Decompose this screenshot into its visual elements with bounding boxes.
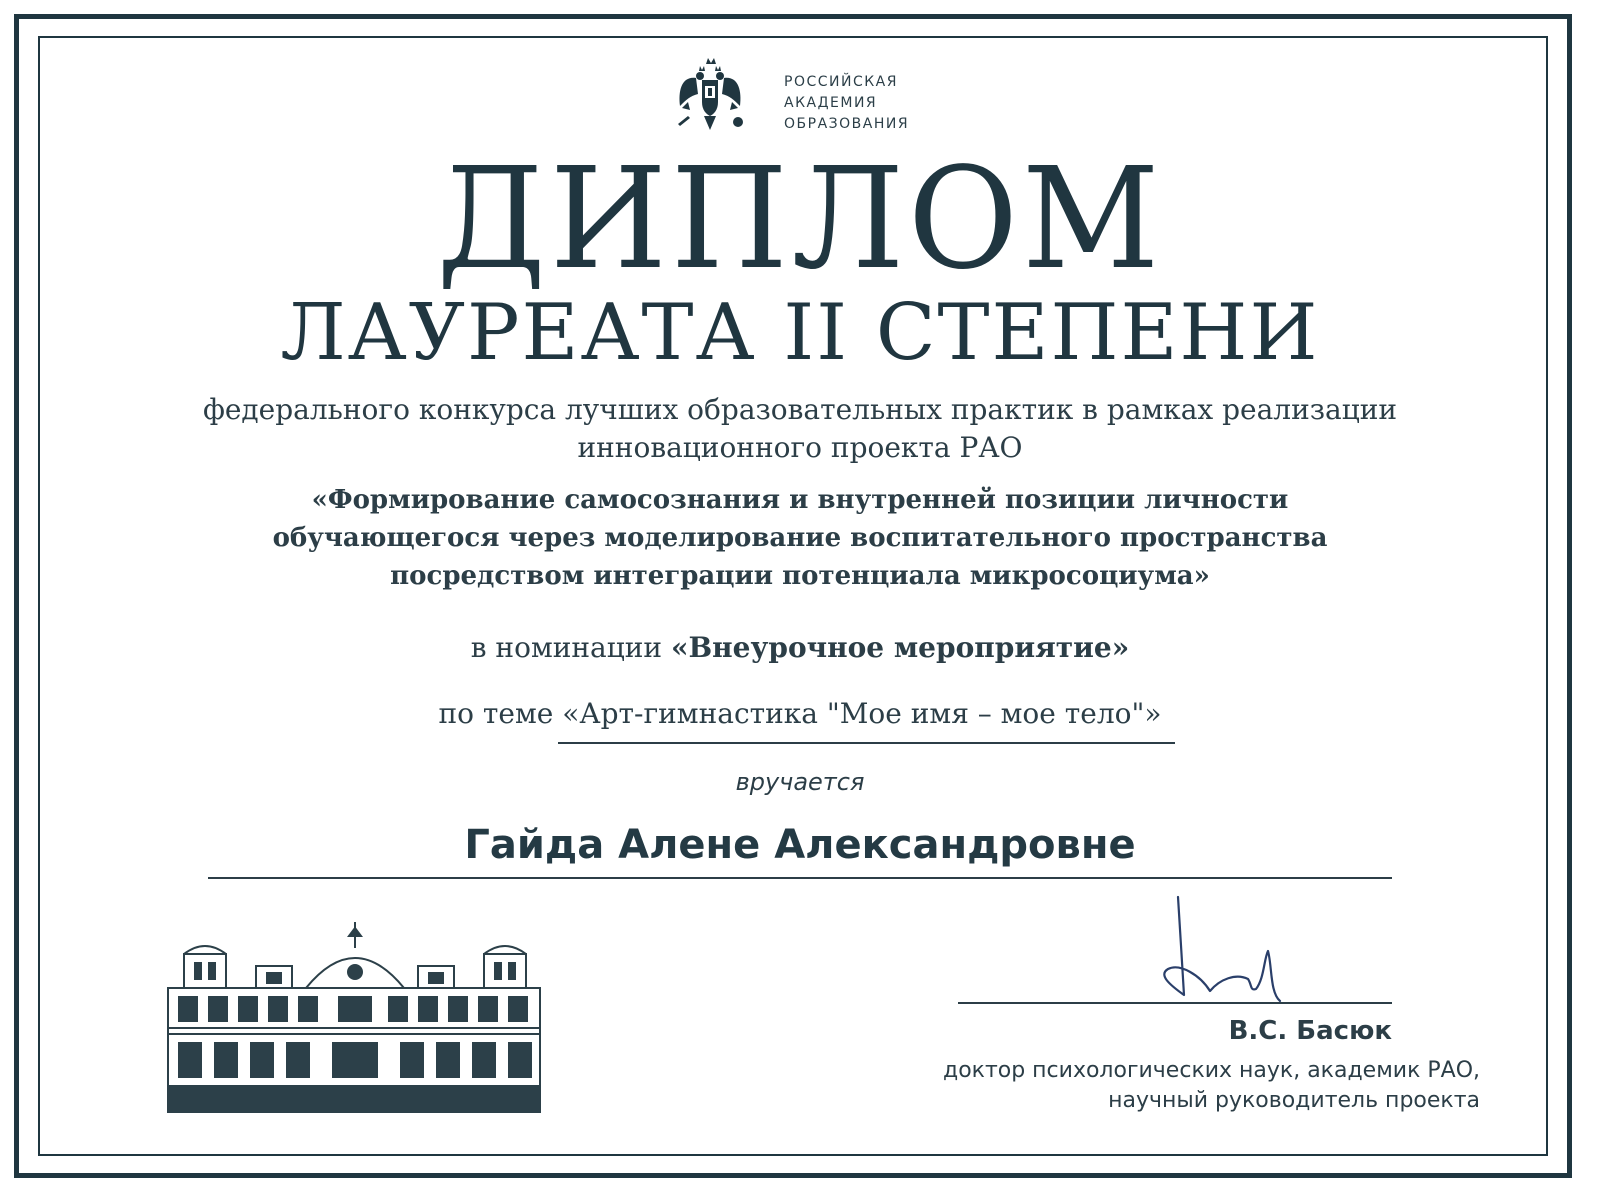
- topic-underline: [558, 742, 1175, 744]
- contest-line-1: федерального конкурса лучших образовательных практик в рамках реализации: [202, 393, 1398, 426]
- recipient-name: Гайда Алене Александровне: [464, 822, 1136, 868]
- topic-line: [0, 696, 1600, 732]
- signer-title-line-2: научный руководитель проекта: [1108, 1088, 1480, 1113]
- contest-line-2: инновационного проекта РАО: [577, 431, 1023, 464]
- project-line-2: обучающегося через моделирование воспитательного пространства: [272, 523, 1328, 553]
- nomination-line: [0, 630, 1600, 666]
- topic-value: «Арт-гимнастика "Мое имя – мое тело"»: [562, 697, 1162, 730]
- logo-line-1: РОССИЙСКАЯ: [784, 74, 898, 90]
- diploma-subtitle: ЛАУРЕАТА II СТЕПЕНИ: [280, 288, 1320, 378]
- nomination-value: «Внеурочное мероприятие»: [670, 631, 1130, 664]
- logo-line-3: ОБРАЗОВАНИЯ: [784, 116, 910, 132]
- logo-line-2: АКАДЕМИЯ: [784, 95, 878, 111]
- project-line-1: «Формирование самосознания и внутренней позиции личности: [311, 485, 1289, 515]
- signer-title-line-1: доктор психологических наук, академик РАО,: [942, 1058, 1480, 1083]
- nomination-prefix: в номинации: [470, 631, 663, 664]
- issued-label: вручается: [735, 768, 865, 796]
- topic-prefix: по теме: [438, 697, 554, 730]
- building-illustration: [166, 918, 544, 1114]
- diploma-title: ДИПЛОМ: [436, 138, 1164, 301]
- recipient-underline: [208, 877, 1392, 879]
- signer-name: В.С. Басюк: [1228, 1016, 1392, 1046]
- project-line-3: посредством интеграции потенциала микросоциума»: [390, 561, 1210, 591]
- academy-logo-text: [784, 72, 909, 135]
